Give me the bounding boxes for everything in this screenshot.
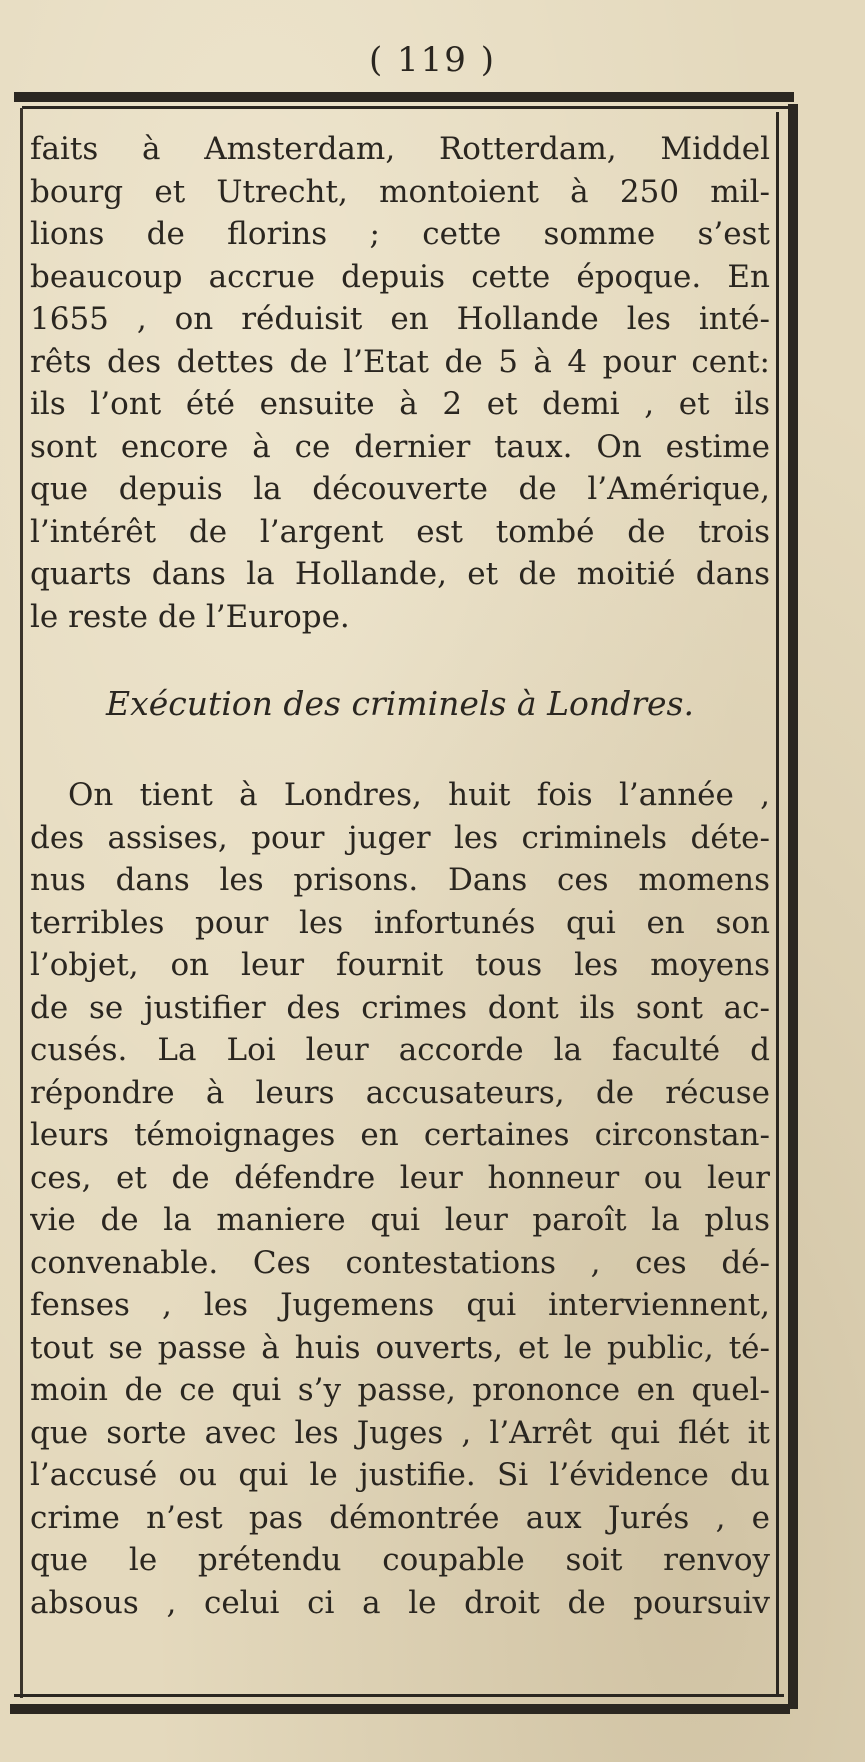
text-line: que depuis la découverte de l’Amérique, xyxy=(30,471,770,507)
text-line: 1655 , on réduisit en Hollande les inté- xyxy=(30,301,770,337)
text-line: On tient à Londres, huit fois l’année , xyxy=(68,777,770,813)
text-line: leurs témoignages en certaines circonstan- xyxy=(30,1117,770,1153)
text-line: beaucoup accrue depuis cette époque. En xyxy=(30,258,770,295)
right-border-thick xyxy=(788,104,798,1709)
text-line: faits à Amsterdam, Rotterdam, Middel xyxy=(30,131,770,167)
bottom-border-thin xyxy=(14,1694,784,1697)
text-line: fenses , les Jugemens qui interviennent, xyxy=(30,1287,770,1323)
text-line: sont encore à ce dernier taux. On estime xyxy=(30,428,770,465)
text-line: répondre à leurs accusateurs, de récuse xyxy=(30,1074,770,1111)
text-line: moin de ce qui s’y passe, prononce en quel- xyxy=(30,1372,770,1408)
text-line: ils l’ont été ensuite à 2 et demi , et ils xyxy=(30,386,770,422)
text-line: des assises, pour juger les criminels déte- xyxy=(30,819,770,856)
text-line: terribles pour les infortunés qui en son xyxy=(30,904,770,941)
top-border-thin xyxy=(22,106,792,109)
section-heading: Exécution des criminels à Londres. xyxy=(106,684,694,723)
text-line: crime n’est pas démontrée aux Jurés , e xyxy=(30,1499,770,1536)
text-line: vie de la maniere qui leur paroît la plus xyxy=(30,1202,770,1238)
paragraph-one xyxy=(30,128,770,638)
text-line: tout se passe à huis ouverts, et le public, té- xyxy=(30,1329,770,1366)
text-line: le reste de l’Europe. xyxy=(30,598,350,635)
text-line: l’objet, on leur fournit tous les moyens xyxy=(30,947,770,983)
text-line: que sorte avec les Juges , l’Arrêt qui flét it xyxy=(30,1414,770,1451)
left-border xyxy=(20,108,23,1698)
text-line: l’accusé ou qui le justifie. Si l’évidence du xyxy=(30,1457,770,1493)
bottom-border-thick xyxy=(10,1704,790,1714)
text-line: de se justifier des crimes dont ils sont ac- xyxy=(30,989,770,1026)
text-line: quarts dans la Hollande, et de moitié dans xyxy=(30,556,770,592)
paragraph-two xyxy=(30,774,770,1624)
text-line: rêts des dettes de l’Etat de 5 à 4 pour cent: xyxy=(30,343,770,380)
text-line: convenable. Ces contestations , ces dé- xyxy=(30,1244,770,1281)
text-line: l’intérêt de l’argent est tombé de trois xyxy=(30,513,770,550)
text-line: bourg et Utrecht, montoient à 250 mil- xyxy=(30,173,770,210)
text-line: nus dans les prisons. Dans ces momens xyxy=(30,862,770,898)
top-border-thick xyxy=(14,92,794,102)
text-line: cusés. La Loi leur accorde la faculté d xyxy=(30,1032,770,1068)
text-line: que le prétendu coupable soit renvoy xyxy=(30,1542,770,1578)
text-line: lions de florins ; cette somme s’est xyxy=(30,216,770,252)
text-line: absous , celui ci a le droit de poursuiv xyxy=(30,1584,770,1621)
right-border-thin xyxy=(776,112,779,1697)
text-line: ces, et de défendre leur honneur ou leur xyxy=(30,1159,770,1196)
page-number: ( 119 ) xyxy=(368,40,497,80)
